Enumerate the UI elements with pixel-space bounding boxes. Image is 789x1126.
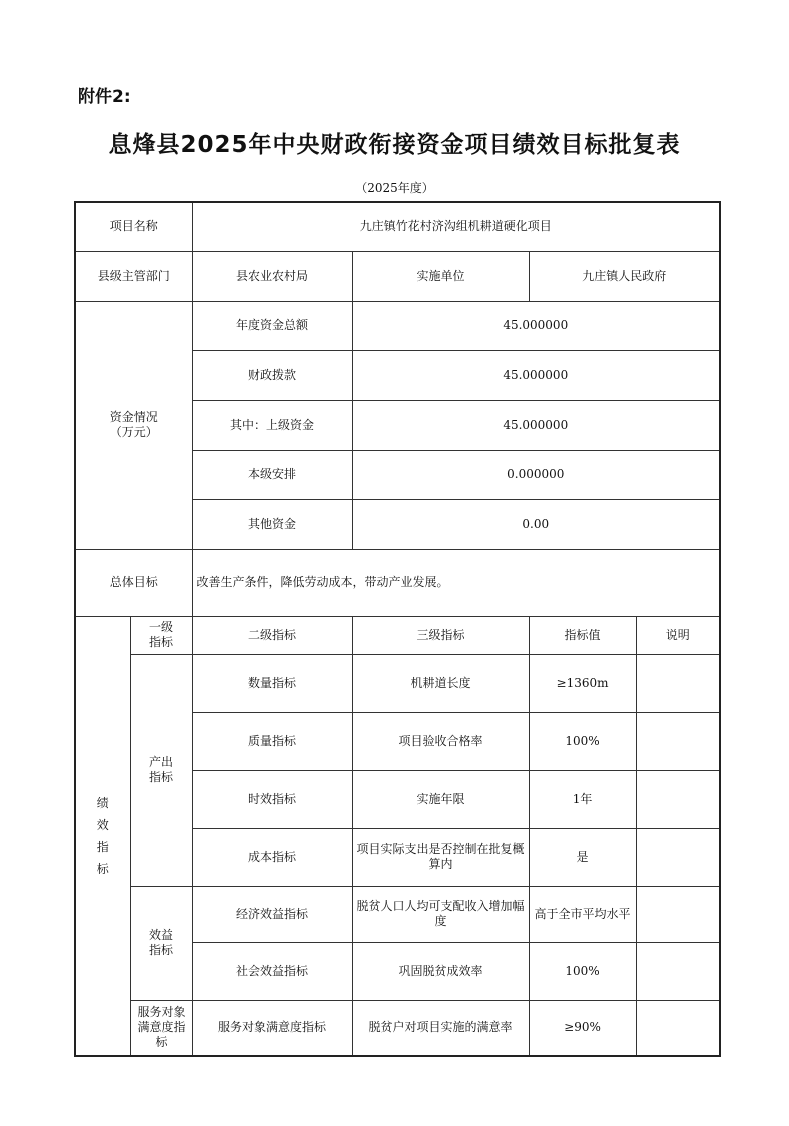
- fund-value: 45.000000: [352, 400, 720, 450]
- level2-cell: 社会效益指标: [192, 942, 352, 1000]
- fund-label: 其中：上级资金: [192, 400, 352, 450]
- target-cell: 100%: [529, 942, 636, 1000]
- level3-cell: 巩固脱贫成效率: [352, 942, 529, 1000]
- header-level1: 一级指标: [130, 616, 192, 654]
- indicator-row: [75, 654, 720, 712]
- attachment-label: 附件2:: [78, 87, 131, 107]
- department-value: 县农业农村局: [192, 251, 352, 301]
- note-cell: [636, 712, 720, 770]
- note-cell: [636, 654, 720, 712]
- level3-cell: 项目实际支出是否控制在批复概算内: [352, 828, 529, 886]
- department-row: [75, 251, 720, 301]
- year-note: （2025年度）: [355, 181, 434, 195]
- level2-cell: 成本指标: [192, 828, 352, 886]
- level1-satisfaction: 服务对象满意度指标: [130, 1000, 192, 1056]
- note-cell: [636, 942, 720, 1000]
- level3-cell: 实施年限: [352, 770, 529, 828]
- level2-cell: 经济效益指标: [192, 886, 352, 942]
- level3-cell: 项目验收合格率: [352, 712, 529, 770]
- overall-goal-label: 总体目标: [75, 549, 192, 616]
- overall-goal-value: 改善生产条件，降低劳动成本，带动产业发展。: [192, 549, 720, 616]
- overall-goal-row: [75, 549, 720, 616]
- fund-label: 其他资金: [192, 499, 352, 549]
- implementer-label: 实施单位: [352, 251, 529, 301]
- fund-row: [75, 301, 720, 350]
- page-title: 息烽县2025年中央财政衔接资金项目绩效目标批复表: [108, 132, 681, 158]
- note-cell: [636, 770, 720, 828]
- header-level2: 二级指标: [192, 616, 352, 654]
- department-label: 县级主管部门: [75, 251, 192, 301]
- note-cell: [636, 886, 720, 942]
- header-level3: 三级指标: [352, 616, 529, 654]
- target-cell: 100%: [529, 712, 636, 770]
- project-name-label: 项目名称: [75, 202, 192, 251]
- fund-label: 财政拨款: [192, 350, 352, 400]
- target-cell: 1年: [529, 770, 636, 828]
- project-name-row: [75, 202, 720, 251]
- approval-table: [74, 201, 721, 1057]
- target-cell: 是: [529, 828, 636, 886]
- target-cell: ≥1360m: [529, 654, 636, 712]
- note-cell: [636, 828, 720, 886]
- funds-label: [75, 301, 192, 549]
- performance-section-text: 绩效指标: [96, 795, 109, 876]
- indicator-header-row: [75, 616, 720, 654]
- funds-label-line1: 资金情况: [109, 410, 158, 424]
- level2-cell: 数量指标: [192, 654, 352, 712]
- level3-cell: 脱贫户对项目实施的满意率: [352, 1000, 529, 1056]
- fund-value: 45.000000: [352, 301, 720, 350]
- level2-cell: 质量指标: [192, 712, 352, 770]
- header-note: 说明: [636, 616, 720, 654]
- header-target: 指标值: [529, 616, 636, 654]
- indicator-row: [75, 886, 720, 942]
- performance-section-label: [75, 616, 130, 1056]
- fund-value: 45.000000: [352, 350, 720, 400]
- level1-benefit: 效益指标: [130, 886, 192, 1000]
- fund-value: 0.00: [352, 499, 720, 549]
- funds-label-line2: （万元）: [109, 425, 158, 439]
- target-cell: ≥90%: [529, 1000, 636, 1056]
- level1-output: 产出指标: [130, 654, 192, 886]
- implementer-value: 九庄镇人民政府: [529, 251, 720, 301]
- project-name-value: 九庄镇竹花村济沟组机耕道硬化项目: [192, 202, 720, 251]
- fund-label: 年度资金总额: [192, 301, 352, 350]
- note-cell: [636, 1000, 720, 1056]
- fund-label: 本级安排: [192, 450, 352, 499]
- fund-value: 0.000000: [352, 450, 720, 499]
- level3-cell: 脱贫人口人均可支配收入增加幅度: [352, 886, 529, 942]
- target-cell: 高于全市平均水平: [529, 886, 636, 942]
- level3-cell: 机耕道长度: [352, 654, 529, 712]
- indicator-row: [75, 1000, 720, 1056]
- level2-cell: 服务对象满意度指标: [192, 1000, 352, 1056]
- level2-cell: 时效指标: [192, 770, 352, 828]
